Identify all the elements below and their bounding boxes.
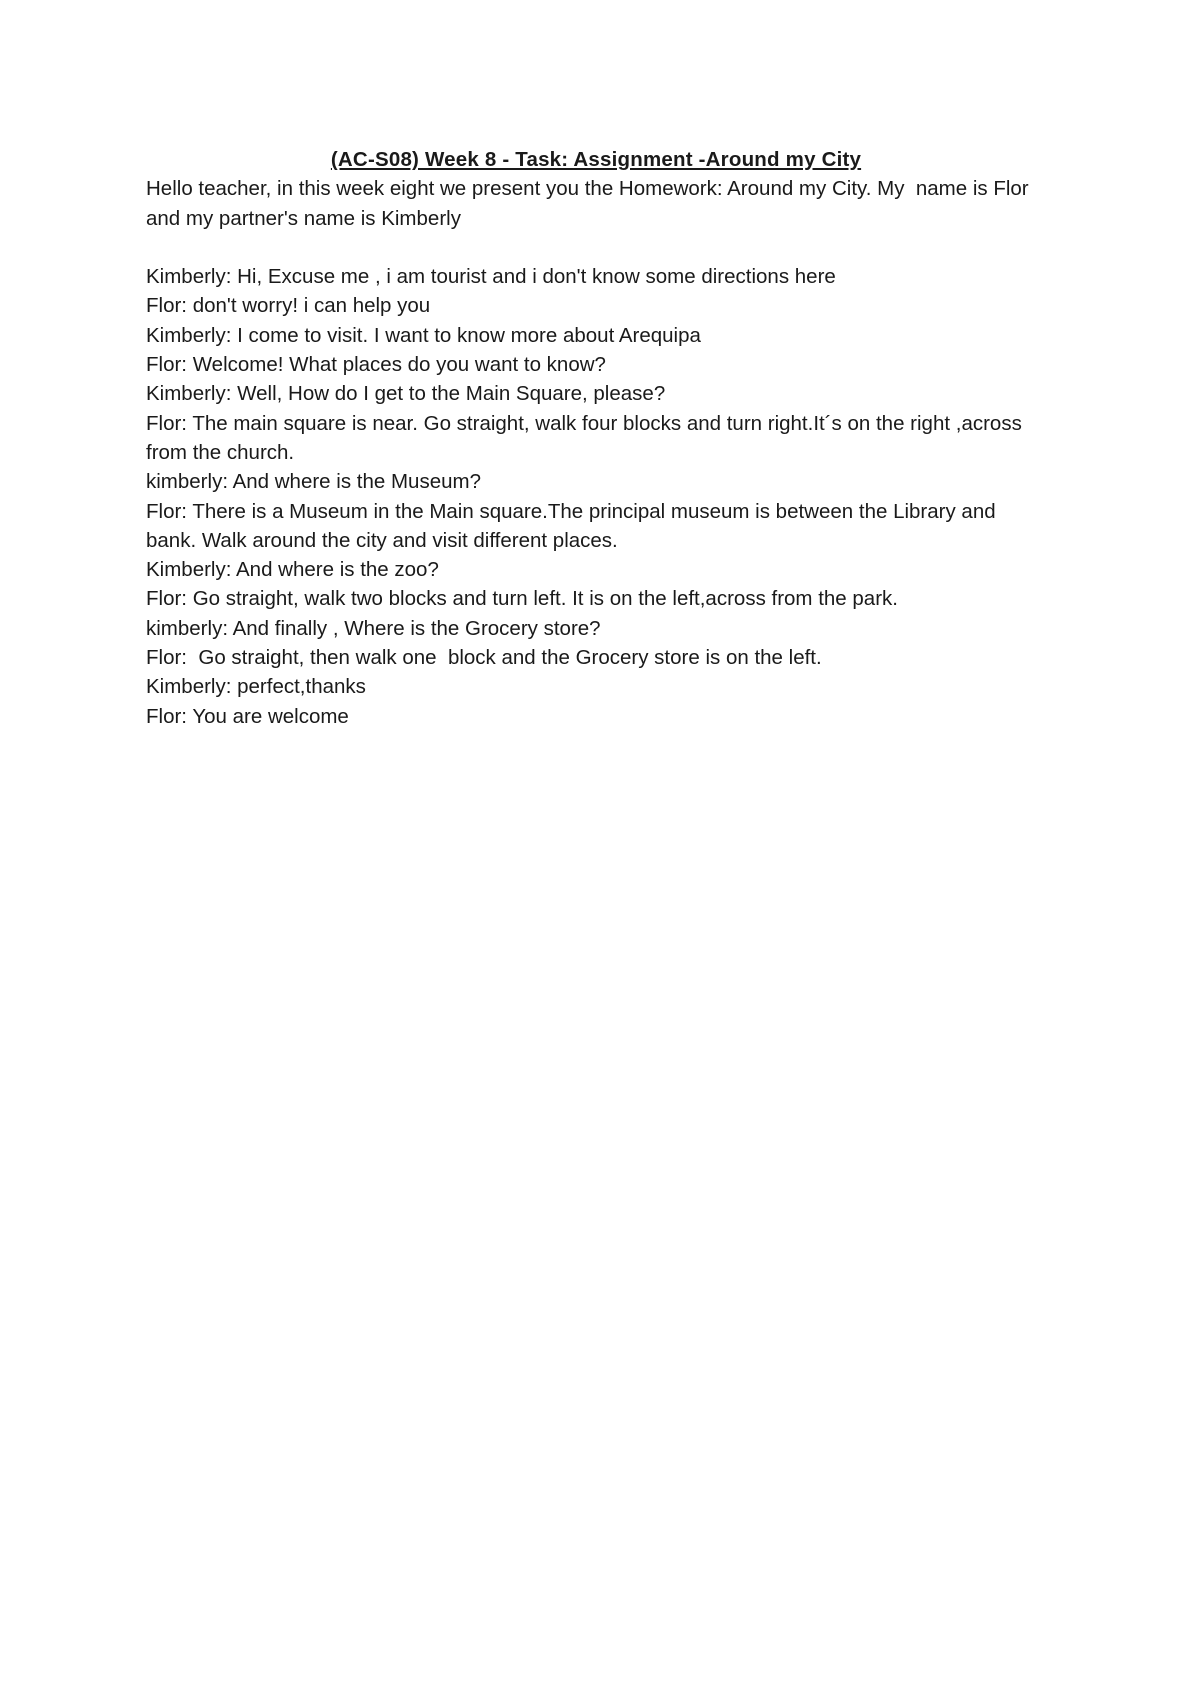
document-title: (AC-S08) Week 8 - Task: Assignment -Around my City [330,148,862,171]
dialogue-line: Kimberly: And where is the zoo? [146,558,439,582]
dialogue-line: Kimberly: Hi, Excuse me , i am tourist and i don't know some directions here [146,265,836,289]
dialogue-line: kimberly: And where is the Museum? [146,470,481,494]
dialogue-line: Flor: don't worry! i can help you [146,294,431,318]
dialogue-line: Flor: Go straight, then walk one block and the Grocery store is on the left. [146,646,822,670]
dialogue-line: Flor: There is a Museum in the Main square.The principal museum is between the Library and bank. Walk around the city and visit different places. [146,499,1002,552]
dialogue [146,262,1046,731]
dialogue-line: kimberly: And finally , Where is the Grocery store? [146,616,601,640]
blank-line [146,233,1046,262]
dialogue-line: Kimberly: Well, How do I get to the Main Square, please? [146,382,666,406]
dialogue-line: Kimberly: perfect,thanks [146,675,366,699]
dialogue-line: Flor: Go straight, walk two blocks and turn left. It is on the left,across from the park. [146,587,898,611]
intro-paragraph: Hello teacher, in this week eight we present you the Homework: Around my City. My name is Flor and my partner's name is Kimberly [146,177,1035,230]
dialogue-line: Kimberly: I come to visit. I want to know more about Arequipa [146,323,701,347]
dialogue-line: Flor: The main square is near. Go straight, walk four blocks and turn right.It´s on the right ,across from the church. [146,411,1028,464]
dialogue-line: Flor: Welcome! What places do you want to know? [146,353,606,377]
document-body [146,145,1046,731]
dialogue-line: Flor: You are welcome [146,704,349,728]
